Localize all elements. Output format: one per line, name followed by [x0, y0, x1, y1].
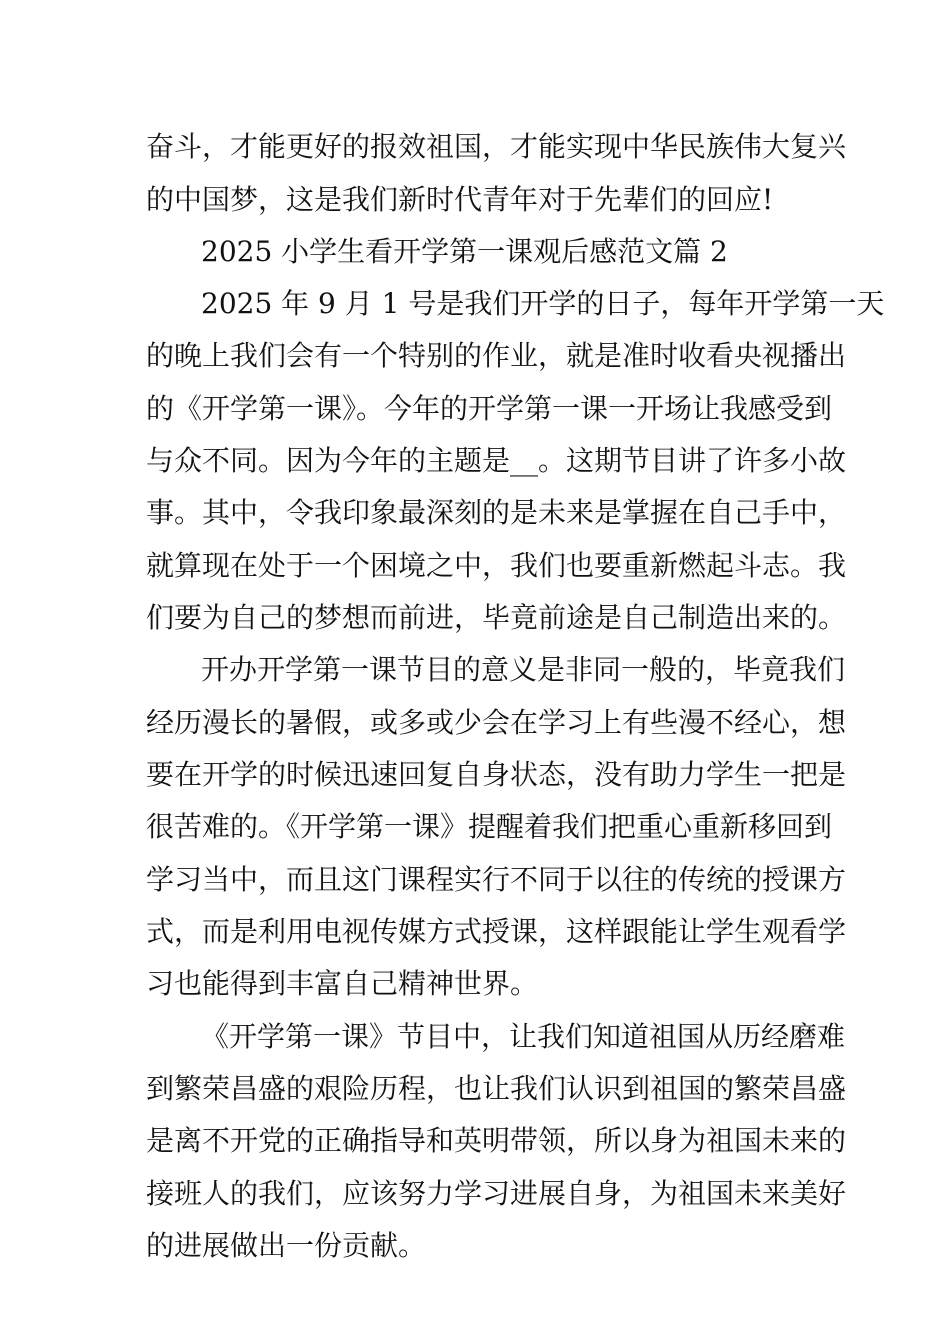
body-line: 学习当中，而且这门课程实行不同于以往的传统的授课方	[146, 863, 847, 896]
body-line: 2025 年 9 月 1 号是我们开学的日子，每年开学第一天	[201, 287, 885, 320]
section-heading: 2025 小学生看开学第一课观后感范文篇 2	[201, 235, 728, 268]
body-line: 的《开学第一课》。今年的开学第一课一开场让我感受到	[146, 392, 833, 425]
body-line: 经历漫长的暑假，或多或少会在学习上有些漫不经心，想	[146, 706, 847, 739]
body-line: 是离不开党的正确指导和英明带领，所以身为祖国未来的	[146, 1124, 847, 1157]
body-line: 就算现在处于一个困境之中，我们也要重新燃起斗志。我	[146, 549, 847, 582]
body-line: 与众不同。因为今年的主题是__。这期节目讲了许多小故	[146, 444, 847, 477]
body-line: 接班人的我们，应该努力学习进展自身，为祖国未来美好	[146, 1177, 847, 1210]
body-line: 很苦难的。《开学第一课》提醒着我们把重心重新移回到	[146, 810, 833, 843]
body-line: 的进展做出一份贡献。	[146, 1229, 427, 1262]
body-line: 事。其中，令我印象最深刻的是未来是掌握在自己手中，	[146, 496, 847, 529]
body-line: 们要为自己的梦想而前进，毕竟前途是自己制造出来的。	[146, 601, 847, 634]
body-line: 《开学第一课》节目中，让我们知道祖国从历经磨难	[201, 1020, 846, 1053]
body-line: 要在开学的时候迅速回复自身状态，没有助力学生一把是	[146, 758, 847, 791]
body-line: 奋斗，才能更好的报效祖国，才能实现中华民族伟大复兴	[146, 130, 847, 163]
body-line: 开办开学第一课节目的意义是非同一般的，毕竟我们	[201, 653, 846, 686]
body-line: 习也能得到丰富自己精神世界。	[146, 967, 539, 1000]
body-line: 的晚上我们会有一个特别的作业，就是准时收看央视播出	[146, 339, 847, 372]
body-line: 的中国梦，这是我们新时代青年对于先辈们的回应!	[146, 183, 774, 216]
body-line: 式，而是利用电视传媒方式授课，这样跟能让学生观看学	[146, 915, 847, 948]
body-line: 到繁荣昌盛的艰险历程，也让我们认识到祖国的繁荣昌盛	[146, 1072, 847, 1105]
